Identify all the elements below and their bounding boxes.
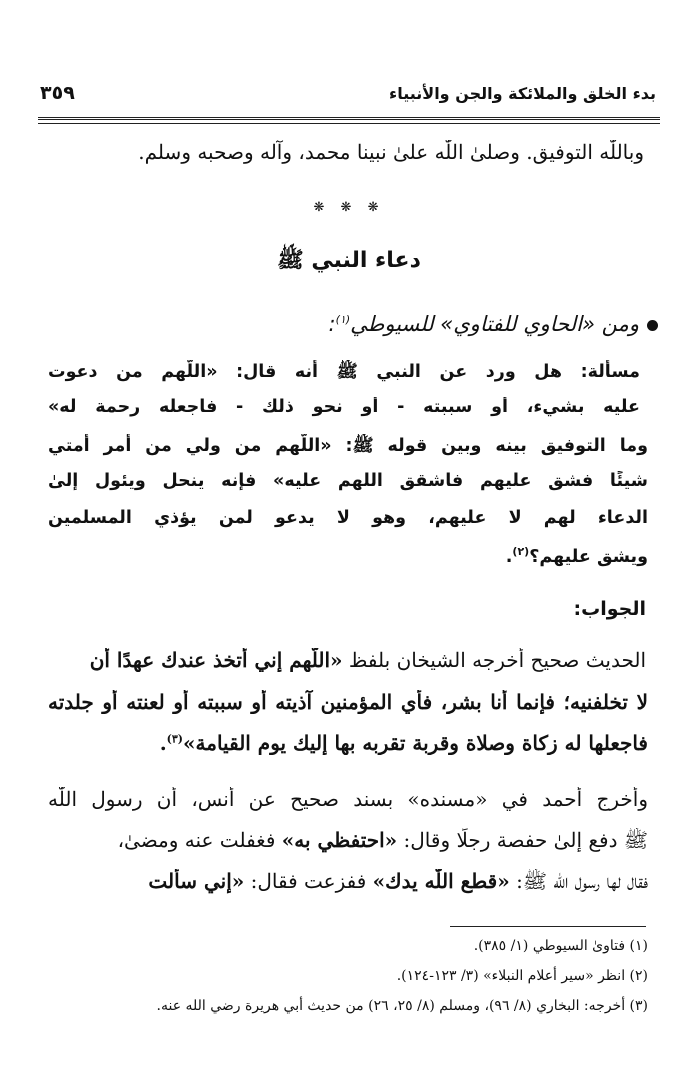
footnote-ref-3: (٣) xyxy=(166,732,184,746)
question-line-5: الدعاء لهم لا عليهم، وهو لا يدعو لمن يؤذي المسلمين xyxy=(48,508,648,528)
answer-p2-line-2-b: «احتفظي به» xyxy=(281,828,398,852)
answer-p2-line-2-a: ﷺ دفع إلىٰ حفصة رجلًا وقال: xyxy=(397,828,648,852)
answer-p2-line-2-c: فغفلت عنه ومضىٰ، xyxy=(117,828,282,852)
header-rule-thin xyxy=(38,123,660,124)
footnote-rule xyxy=(450,926,646,927)
answer-p1-line-1 xyxy=(48,648,646,672)
running-title: بدء الخلق والملائكة والجن والأنبياء xyxy=(389,83,656,103)
answer-p2-line-2 xyxy=(48,828,648,857)
header-rule xyxy=(38,117,660,120)
intro-line: وباللّٰه التوفيق. وصلىٰ اللّٰه علىٰ نبينا محمد، وآله وصحبه وسلم. xyxy=(138,140,644,164)
question-line-2: عليه بشيء، أو سببته - أو نحو ذلك - فاجعله رحمة له» xyxy=(48,397,640,417)
footnote-2: (٢) انظر «سير أعلام النبلاء» (٣/ ١٢٣-١٢٤). xyxy=(396,968,648,984)
separator-stars: ❋ ❋ ❋ xyxy=(313,200,385,215)
answer-label: الجواب: xyxy=(573,598,646,620)
answer-p1-line-3: فاجعلها له زكاة وصلاة وقربة تقربه بها إليك يوم القيامة»$^{(٣)}$. xyxy=(159,731,648,755)
question-line-3: وما التوفيق بينه وبين قوله ﷺ: «اللَّهم من ولي من أمر أمتي xyxy=(48,436,648,456)
answer-p1-line-2: لا تخلفنيه؛ فإنما أنا بشر، فأي المؤمنين آذيته أو سببته أو لعنته أو جلدته xyxy=(48,690,648,714)
answer-p1-line-3-text: فاجعلها له زكاة وصلاة وقربة تقربه بها إليك يوم القيامة» xyxy=(183,731,648,755)
question-line-4: شيئًا فشق عليهم فاشقق اللهم عليه» فإنه ينحل ويئول إلىٰ xyxy=(48,471,648,491)
footnote-1: (١) فتاوىٰ السيوطي (١/ ٣٨٥). xyxy=(473,938,648,954)
source-heading-colon: : xyxy=(328,312,336,336)
question-line-1: مسألة: هل ورد عن النبي ﷺ أنه قال: «اللَّهم من دعوت xyxy=(48,362,640,382)
question-line-6: ويشق عليهم؟$^{(٢)}$. xyxy=(505,545,648,567)
page-header xyxy=(40,78,656,108)
footnote-3: (٣) أخرجه: البخاري (٨/ ٩٦)، ومسلم (٨/ ٢٥، ٢٦) من حديث أبي هريرة رضي الله عنه. xyxy=(156,998,648,1014)
bullet-icon xyxy=(647,320,658,331)
source-heading xyxy=(329,312,658,336)
answer-p2-line-3-d: «إني سألت xyxy=(148,869,245,893)
answer-p2-line-3-b: «قطع اللّٰه يدك» xyxy=(372,869,510,893)
section-title: دعاء النبي ﷺ xyxy=(277,248,421,273)
answer-p1-line-1-bold: «اللَّهم إني أتخذ عندك عهدًا أن xyxy=(89,648,343,672)
answer-p2-line-3 xyxy=(48,869,648,898)
source-heading-text: ومن «الحاوي للفتاوي» للسيوطي xyxy=(350,312,639,336)
answer-p2-line-3-a: فقال لها رسول اللّٰه ﷺ: xyxy=(509,869,648,893)
page-number: ٣٥٩ xyxy=(40,82,75,104)
answer-p1-line-1-plain: الحديث صحيح أخرجه الشيخان بلفظ xyxy=(342,648,646,672)
answer-p2-line-1: وأخرج أحمد في «مسنده» بسند صحيح عن أنس، أن رسول اللّٰه xyxy=(48,787,648,811)
footnote-ref-1: (١) xyxy=(335,313,351,326)
answer-p2-line-3-c: ففزعت فقال: xyxy=(244,869,373,893)
question-line-6-text: ويشق عليهم؟ xyxy=(529,546,648,567)
footnote-ref-2: (٢) xyxy=(512,545,530,558)
